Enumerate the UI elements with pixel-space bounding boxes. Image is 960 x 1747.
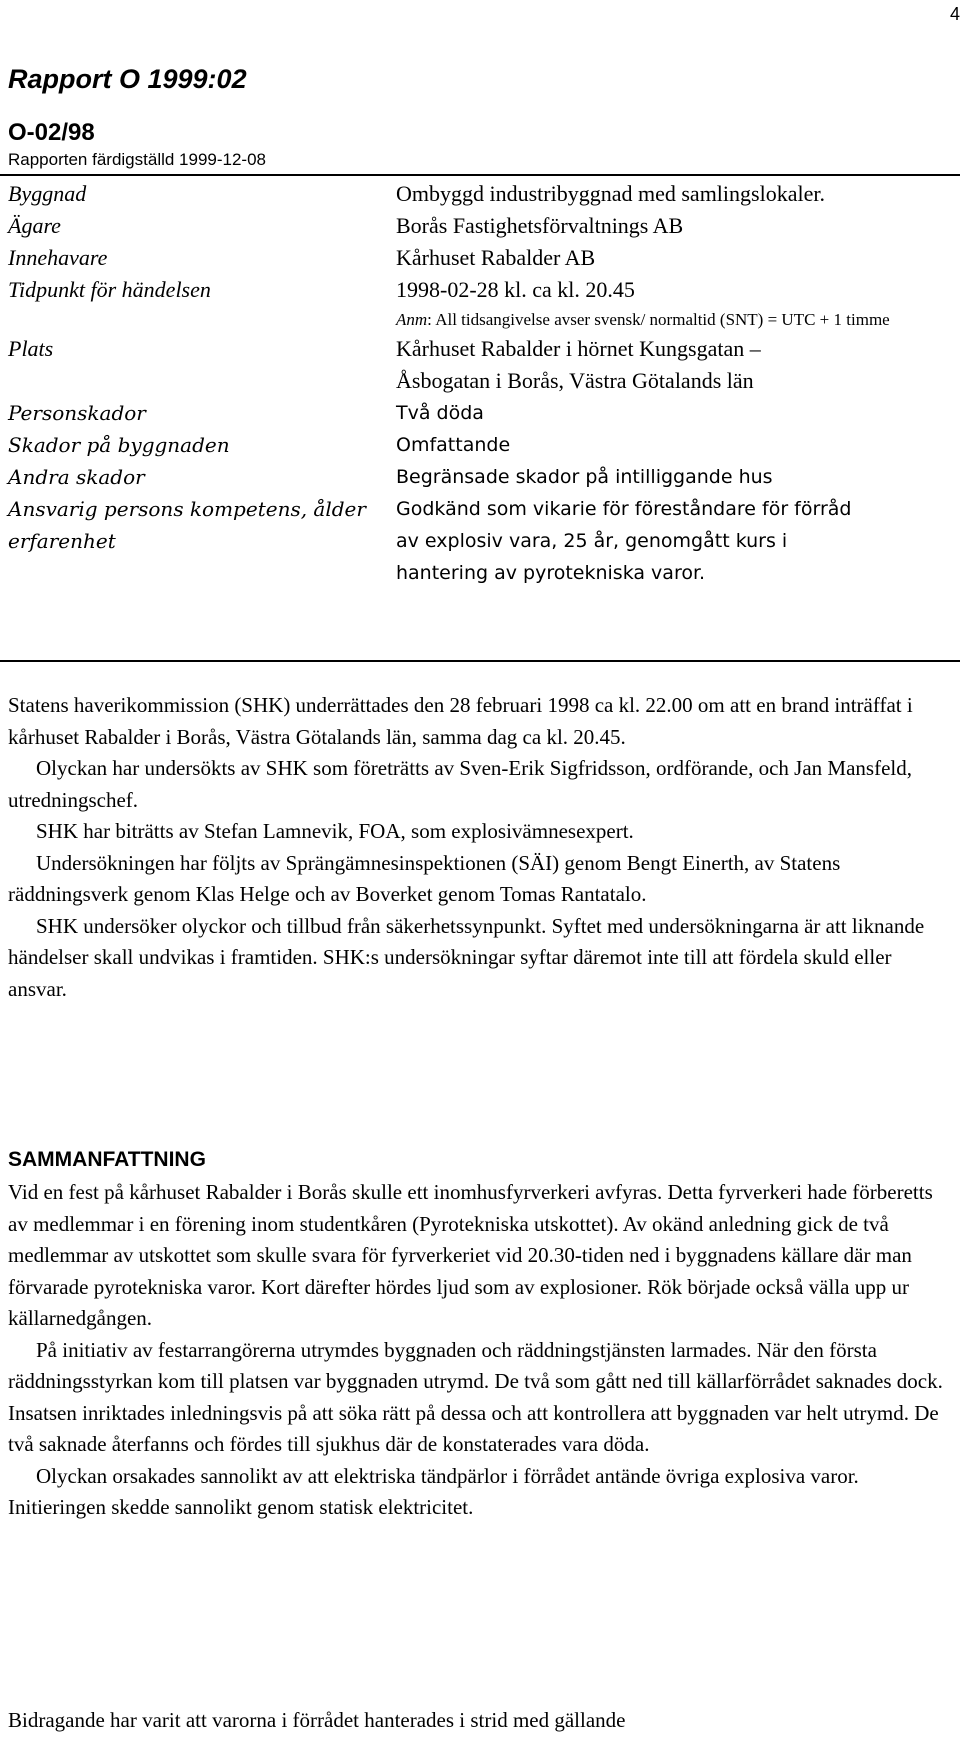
fact-row-time (0, 274, 960, 333)
continuation-text: Bidragande har varit att varorna i förrådet hanterades i strid med gällande (8, 1708, 626, 1732)
middle-divider (0, 660, 960, 662)
fact-value: Godkänd som vikarie för föreståndare för förråd av explosiv vara, 25 år, genomgått kurs i hantering av pyrotekniska varor. (396, 498, 852, 584)
fact-label: Personskador (8, 401, 146, 425)
intro-paragraph: Statens haverikommission (SHK) underrättades den 28 februari 1998 ca kl. 22.00 om att en brand inträffat i kårhuset Rabalder i Borås, Västra Götalands län, samma dag ca kl. 20.45. (8, 693, 913, 749)
facts-table (0, 178, 960, 589)
fact-label: Innehavare (8, 245, 108, 270)
fact-label (8, 493, 408, 557)
fact-value: Två döda (396, 402, 484, 424)
fact-row-injuries (0, 397, 960, 429)
fact-row-owner (0, 210, 960, 242)
fact-label: Ägare (8, 213, 61, 238)
summary-paragraph: Vid en fest på kårhuset Rabalder i Borås skulle ett inomhusfyrverkeri avfyras. Detta fyrverkeri hade förberetts av medlemmar i en förening inom studentkåren (Pyrotekniska utskottet). Av okänd anledning gick de två medlemmar av utskottet som skulle svara för fyrverkeriet vid 20.30-tiden ned i byggnadens källare där man förvarade pyrotekniska varor. Kort därefter hördes ljud som av explosioner. Rök började också välla upp ur källarnedgången. (8, 1180, 933, 1330)
fact-label-line: Ansvarig persons kompetens, ålder (8, 497, 366, 521)
summary-heading: SAMMANFATTNING (8, 1148, 206, 1171)
fact-value: Omfattande (396, 434, 511, 456)
intro-paragraph: SHK undersöker olyckor och tillbud från säkerhetssynpunkt. Syftet med undersökningarna är att liknande händelser skall undvikas i framtiden. SHK:s undersökningar syftar däremot inte till att fördela skuld eller ansvar. (8, 913, 925, 1001)
fact-label: Skador på byggnaden (8, 433, 230, 457)
intro-section (8, 690, 953, 1005)
summary-section (8, 1177, 953, 1524)
time-note (396, 306, 916, 333)
fact-value: Kårhuset Rabalder i hörnet Kungsgatan – Åsbogatan i Borås, Västra Götalands län (396, 336, 761, 393)
fact-row-building (0, 178, 960, 210)
fact-row-place (0, 333, 960, 397)
fact-value: 1998-02-28 kl. ca kl. 20.45 (396, 277, 635, 302)
fact-value: Ombyggd industribyggnad med samlingslokaler. (396, 181, 825, 206)
report-title: Rapport O 1999:02 (8, 64, 247, 94)
intro-paragraph: Undersökningen har följts av Sprängämnesinspektionen (SÄI) genom Bengt Einerth, av Statens räddningsverk genom Klas Helge och av Boverket genom Tomas Rantatalo. (8, 850, 841, 906)
fact-row-building-damage (0, 429, 960, 461)
top-divider (0, 174, 960, 176)
fact-label-line: erfarenhet (8, 529, 116, 553)
summary-paragraph: Olyckan orsakades sannolikt av att elektriska tändpärlor i förrådet antände övriga explosiva varor. Initieringen skedde sannolikt genom statisk elektricitet. (8, 1463, 859, 1519)
fact-row-occupant (0, 242, 960, 274)
fact-label: Plats (8, 336, 54, 361)
fact-row-competence (0, 493, 960, 589)
fact-row-other-damage (0, 461, 960, 493)
page-number: 4 (949, 4, 960, 24)
fact-value: Kårhuset Rabalder AB (396, 245, 596, 270)
note-label: Anm (396, 310, 428, 329)
fact-value: Begränsade skador på intilliggande hus (396, 466, 773, 488)
case-number: O-02/98 (8, 119, 95, 146)
fact-value: Borås Fastighetsförvaltnings AB (396, 213, 684, 238)
intro-paragraph: Olyckan har undersökts av SHK som företrätts av Sven-Erik Sigfridsson, ordförande, och Jan Mansfeld, utredningschef. (8, 756, 912, 812)
fact-label: Tidpunkt för händelsen (8, 277, 211, 302)
fact-label: Byggnad (8, 181, 87, 206)
note-text: : All tidsangivelse avser svensk/ normaltid (SNT) = UTC + 1 timme (427, 310, 890, 329)
completion-date: Rapporten färdigställd 1999-12-08 (8, 150, 267, 169)
fact-label: Andra skador (8, 465, 145, 489)
summary-paragraph: På initiativ av festarrangörerna utrymdes byggnaden och räddningstjänsten larmades. När den första räddningsstyrkan kom till platsen var byggnaden utrymd. De två som gått ned till källarförrådet saknades dock. Insatsen inriktades inledningsvis på att söka rätt på dessa och att kontrollera att byggnaden var helt utrymd. De två saknade återfanns och fördes till sjukhus där de konstaterades vara döda. (8, 1337, 943, 1456)
intro-paragraph: SHK har biträtts av Stefan Lamnevik, FOA, som explosivämnesexpert. (36, 819, 634, 843)
